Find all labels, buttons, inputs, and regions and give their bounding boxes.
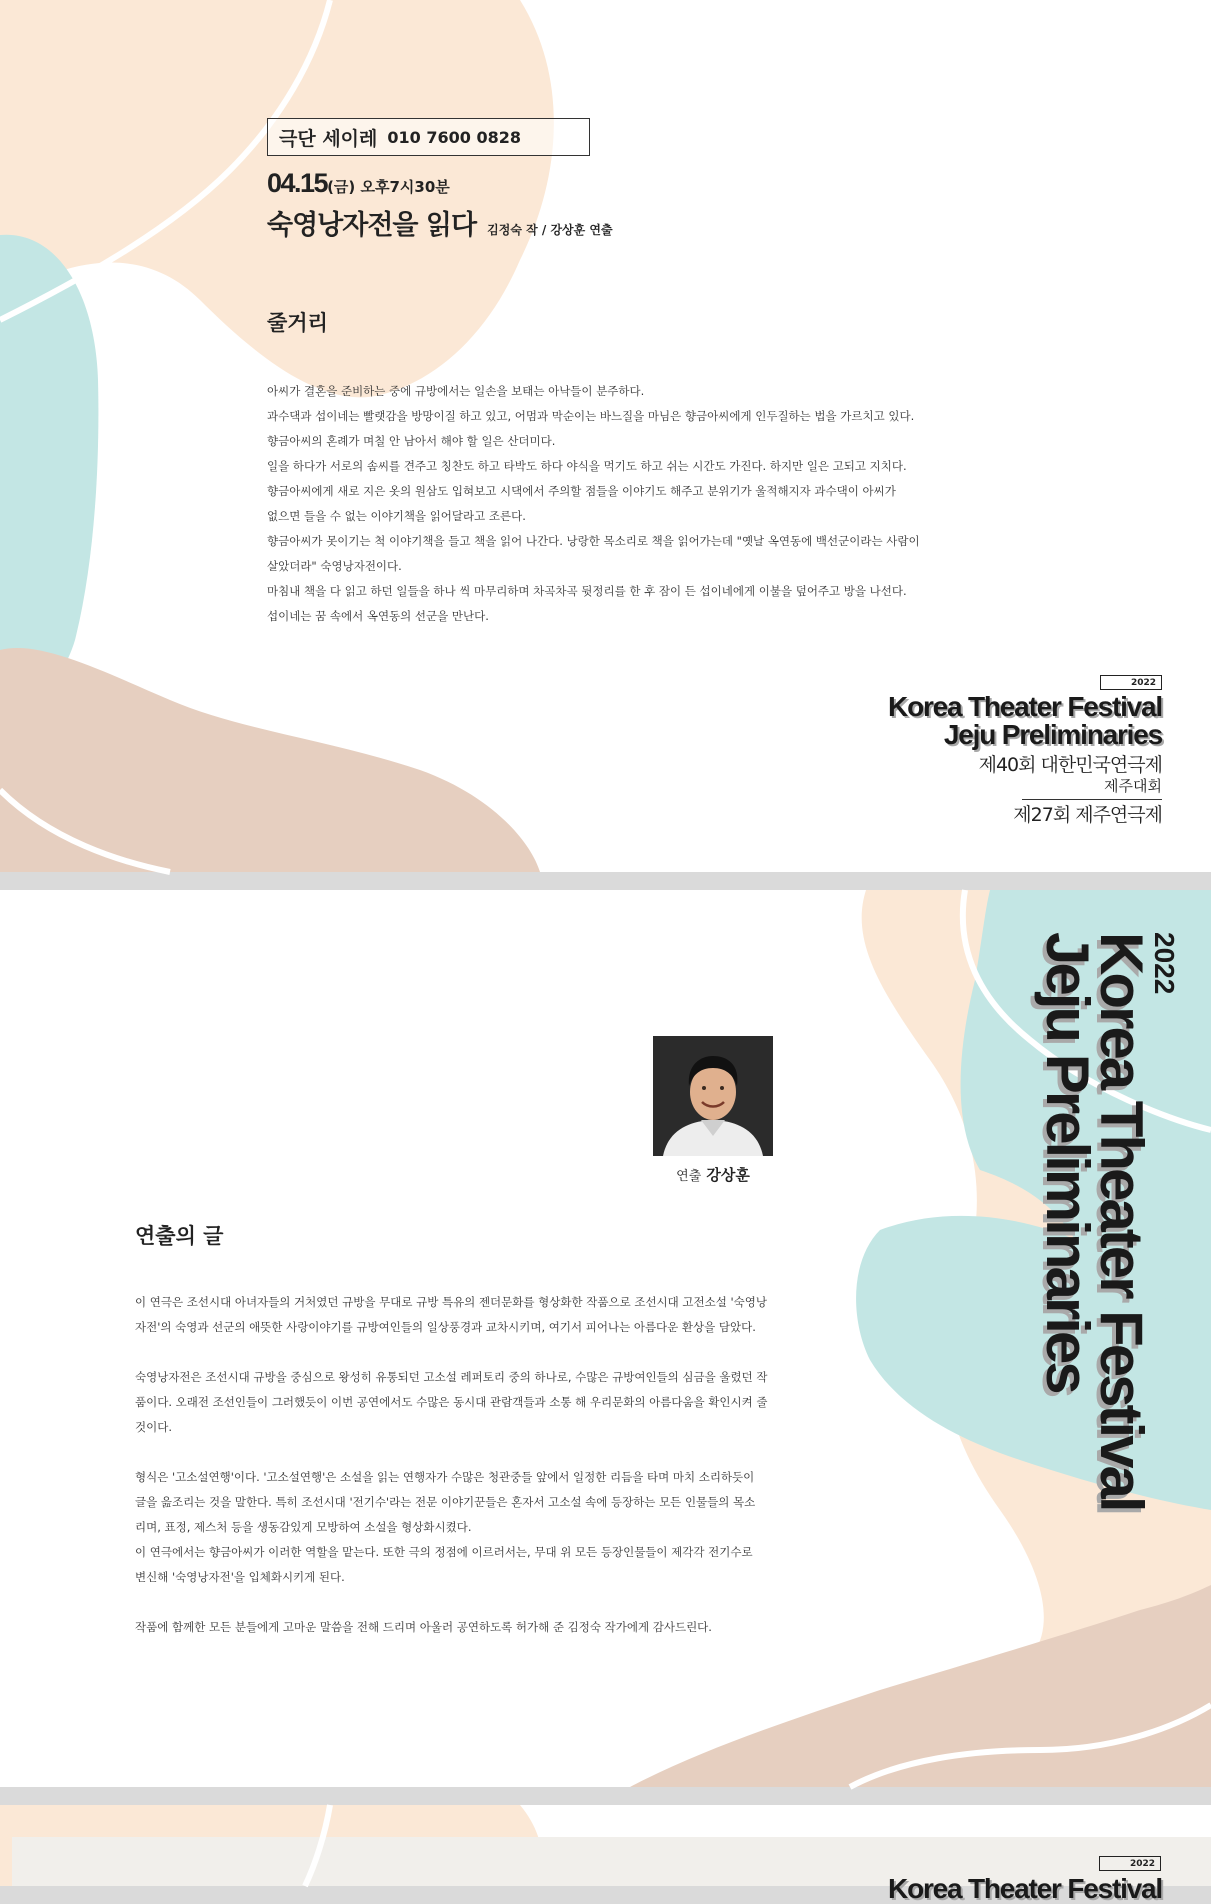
note-line: 품이다. 오래전 조선인들이 그러했듯이 이번 공연에서도 수많은 동시대 관람객들과 소통 해 우리문화의 아름다움을 확인시켜 줄 <box>135 1395 768 1409</box>
note-line: 이 연극에서는 향금아씨가 이러한 역할을 맡는다. 또한 극의 정점에 이르러서는, 무대 위 모든 등장인물들이 제각각 전기수로 <box>135 1545 753 1559</box>
note-line: 자전'의 숙영과 선군의 애뜻한 사랑이야기를 규방여인들의 일상풍경과 교차시키며, 여기서 피어나는 아름다운 환상을 담았다. <box>135 1320 756 1334</box>
synopsis-line: 살았더라" 숙영낭자전이다. <box>267 559 402 573</box>
synopsis-line: 마침내 책을 다 읽고 하던 일들을 하나 씩 마무리하며 차곡차곡 뒷정리를 한 후 잠이 든 섭이네에게 이불을 덮어주고 방을 나선다. <box>267 584 907 598</box>
paragraph-gap <box>135 1340 775 1365</box>
page-3-year-badge: 2022 <box>1099 1856 1161 1871</box>
page-3 <box>0 1805 1211 1904</box>
director-caption <box>640 1164 786 1185</box>
play-title: 숙영낭자전을 읽다 <box>267 210 477 241</box>
synopsis-line: 섭이네는 꿈 속에서 옥연동의 선군을 만난다. <box>267 609 489 623</box>
paragraph-gap <box>135 1440 775 1465</box>
note-line: 형식은 '고소설연행'이다. '고소설연행'은 소설을 읽는 연행자가 수많은 청관중들 앞에서 일정한 리듬을 타며 마치 소리하듯이 <box>135 1470 755 1484</box>
festival-logo-block <box>862 670 1162 826</box>
company-contact-box <box>267 118 590 156</box>
director-photo-image <box>653 1036 773 1156</box>
note-line: 작품에 함께한 모든 분들에게 고마운 말씀을 전해 드리며 아울러 공연하도록 허가해 준 김정숙 작가에게 감사드린다. <box>135 1620 712 1634</box>
performance-title-line <box>267 203 613 242</box>
company-phone: 010 7600 0828 <box>387 127 521 147</box>
performance-date-number: 04.15 <box>267 168 328 198</box>
page-2 <box>0 890 1211 1787</box>
festival-local-name-kr: 제27회 제주연극제 <box>1013 804 1162 826</box>
synopsis-line: 일을 하다가 서로의 솜씨를 견주고 칭찬도 하고 타박도 하다 야식을 먹기도 하고 쉬는 시간도 가진다. 하지만 일은 고되고 지치다. <box>267 459 907 473</box>
note-line: 숙영낭자전은 조선시대 규방을 중심으로 왕성히 유통되던 고소설 레퍼토리 중의 하나로, 수많은 규방여인들의 심금을 울렸던 작 <box>135 1370 768 1384</box>
synopsis-line: 아씨가 결혼을 준비하는 중에 규방에서는 일손을 보태는 아낙들이 분주하다. <box>267 384 645 398</box>
festival-name-en-line1: Korea Theater Festival <box>888 691 1162 722</box>
festival-divider <box>1022 799 1162 800</box>
page-1 <box>0 0 1211 872</box>
note-line: 변신해 '숙영낭자전'을 입체화시키게 된다. <box>135 1570 345 1584</box>
company-name: 극단 세이레 <box>279 127 378 150</box>
play-credits: 김정숙 작 / 강상훈 연출 <box>487 223 613 237</box>
performance-day-time: (금) 오후7시30분 <box>327 178 450 196</box>
synopsis-text <box>267 379 927 629</box>
performance-date <box>267 168 450 199</box>
synopsis-line: 향금아씨의 혼례가 며칠 안 남아서 해야 할 일은 산더미다. <box>267 434 556 448</box>
director-role: 연출 <box>676 1169 702 1184</box>
synopsis-line: 과수댁과 섭이네는 빨랫감을 방망이질 하고 있고, 어멈과 막순이는 바느질을 마님은 향금아씨에게 인두질하는 법을 가르치고 있다. <box>267 409 915 423</box>
paragraph-gap <box>135 1590 775 1615</box>
director-note-text <box>135 1290 775 1640</box>
director-portrait <box>653 1036 773 1156</box>
page-3-festival-title: Korea Theater Festival <box>888 1873 1162 1904</box>
director-note-heading: 연출의 글 <box>135 1224 224 1248</box>
synopsis-heading: 줄거리 <box>267 311 328 335</box>
festival-name-en-line2: Jeju Preliminaries <box>943 719 1162 750</box>
festival-region-kr: 제주대회 <box>1104 777 1162 795</box>
festival-name-kr: 제40회 대한민국연극제 <box>978 754 1162 776</box>
note-line: 글을 읊조리는 것을 말한다. 특히 조선시대 '전기수'라는 전문 이야기꾼들은 혼자서 고소설 속에 등장하는 모든 인물들의 목소 <box>135 1495 756 1509</box>
festival-year-badge: 2022 <box>1100 675 1162 690</box>
synopsis-line: 향금아씨가 못이기는 척 이야기책을 들고 책을 읽어 나간다. 낭랑한 목소리로 책을 읽어가는데 "옛날 옥연동에 백선군이라는 사람이 <box>267 534 920 548</box>
note-line: 것이다. <box>135 1420 172 1434</box>
synopsis-line: 없으면 들을 수 없는 이야기책을 읽어달라고 조른다. <box>267 509 526 523</box>
note-line: 이 연극은 조선시대 아녀자들의 거처였던 규방을 무대로 규방 특유의 젠더문화를 형상화한 작품으로 조선시대 고전소설 '숙영낭 <box>135 1295 768 1309</box>
director-name: 강상훈 <box>706 1166 750 1184</box>
note-line: 리며, 표정, 제스처 등을 생동감있게 모방하여 소설을 형상화시켰다. <box>135 1520 472 1534</box>
synopsis-line: 향금아씨에게 새로 지은 옷의 원삼도 입혀보고 시댁에서 주의할 점들을 이야기도 해주고 분위기가 울적해지자 과수댁이 아씨가 <box>267 484 896 498</box>
